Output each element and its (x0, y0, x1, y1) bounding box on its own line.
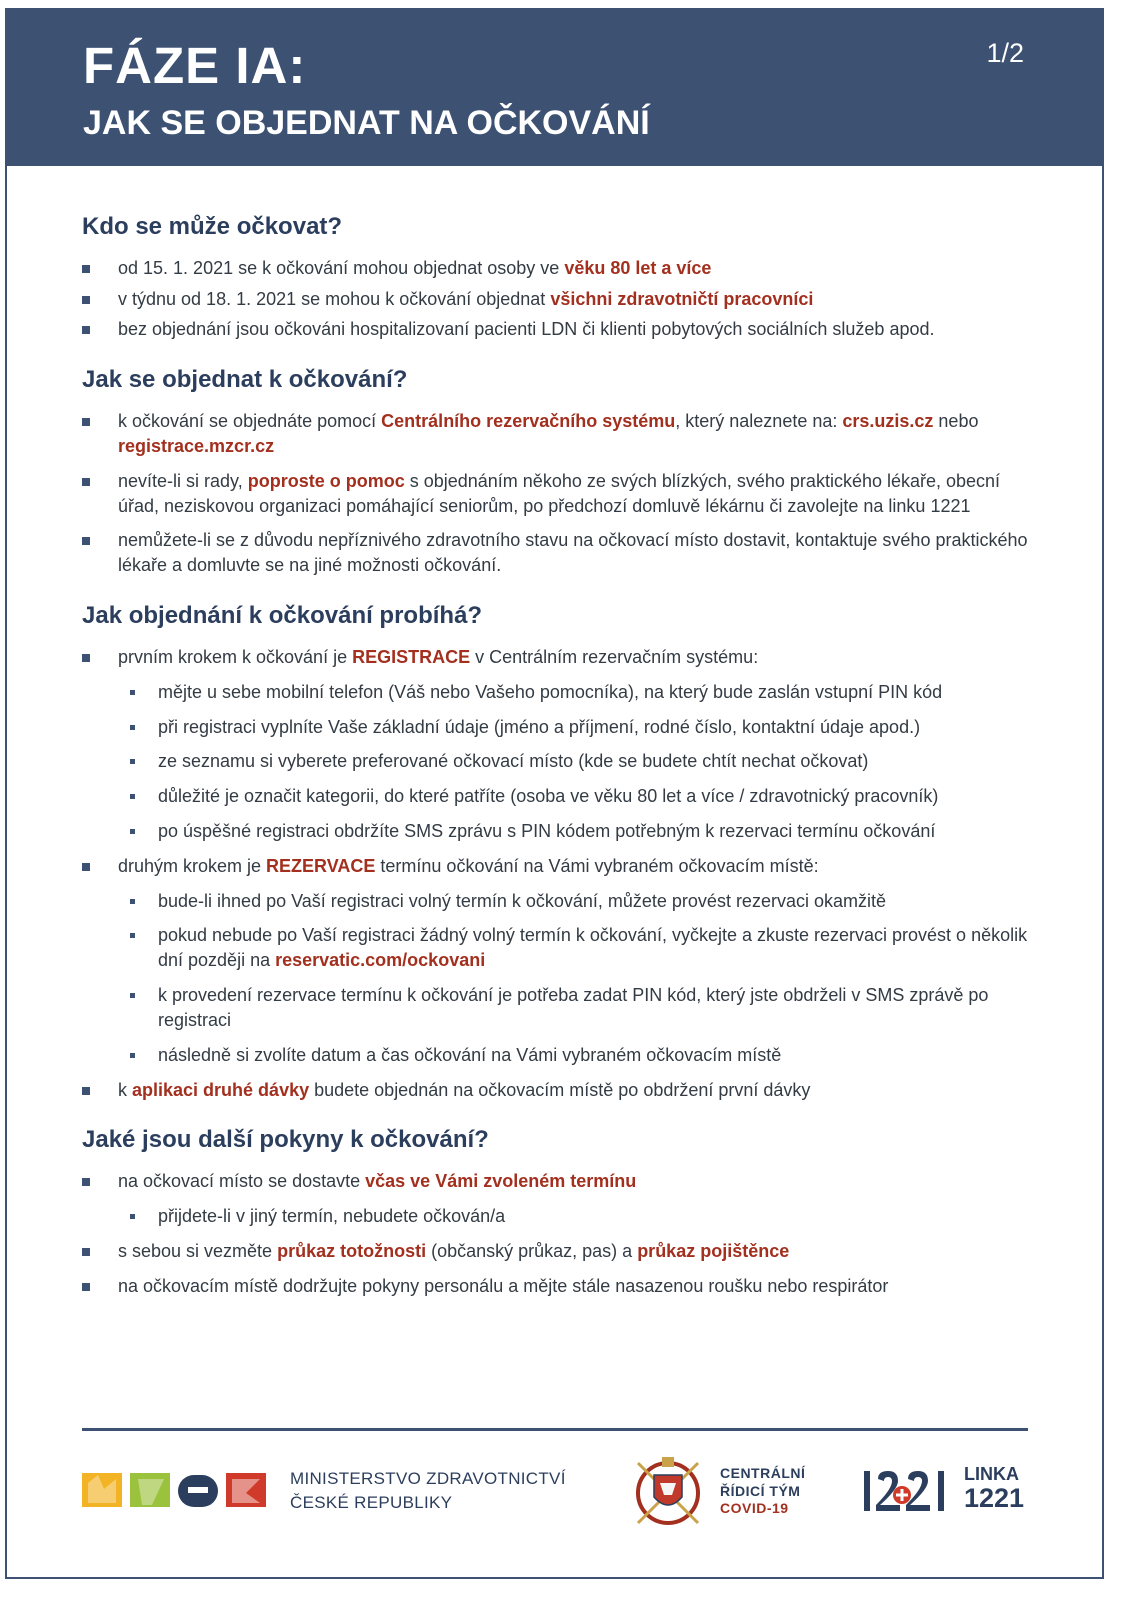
booking-list (82, 409, 1042, 578)
sub-list-item: následně si zvolíte datum a čas očkování na Vámi vybraném očkovacím místě (118, 1043, 1042, 1068)
content (82, 213, 1042, 1323)
list-item: prvním krokem k očkování je REGISTRACE v Centrálním rezervačním systému: mějte u sebe mobilní telefon (Váš nebo Vašeho pomocníka), na který bude zaslán vstupní PIN kód při registraci vyplníte Vaše základní údaje (jméno a příjmení, rodné číslo, kontaktní údaje apod.) ze seznamu si vyberete preferované očkovací místo (kde se budete chtít nechat očkovat) důležité je označit kategorii, do které patříte (osoba ve věku 80 let a více / zdravotnický pracovník) po úspěšné registraci obdržíte SMS zprávu s PIN kódem potřebným k rezervaci termínu očkování (82, 645, 1042, 844)
list-item: druhým krokem je REZERVACE termínu očkování na Vámi vybraném očkovacím místě: bude-li ihned po Vaší registraci volný termín k očkování, můžete provést rezervaci okamžitě pokud nebude po Vaší registraci žádný volný termín k očkování, vyčkejte a zkuste rezervaci provést o několik dní později na reservatic.com/ockovani k provedení rezervace termínu k očkování je potřeba zadat PIN kód, který jste obdrželi v SMS zprávě po registraci následně si zvolíte datum a čas očkování na Vámi vybraném očkovacím místě (82, 854, 1042, 1068)
process-list (82, 645, 1042, 1103)
sub-list-item: důležité je označit kategorii, do které patříte (osoba ve věku 80 let a více / zdravotnický pracovník) (118, 784, 1042, 809)
leaflet-page (5, 8, 1104, 1579)
sub-list-item: k provedení rezervace termínu k očkování je potřeba zadat PIN kód, který jste obdrželi v SMS zprávě po registraci (118, 983, 1042, 1033)
linka-label: LINKA 1221 (964, 1464, 1025, 1513)
sub-list-item: po úspěšné registraci obdržíte SMS zprávu s PIN kódem potřebným k rezervaci termínu očkování (118, 819, 1042, 844)
section-heading-how-to-book: Jak se objednat k očkování? (82, 366, 408, 394)
sub-list-item: bude-li ihned po Vaší registraci volný termín k očkování, můžete provést rezervaci okamžitě (118, 889, 1042, 914)
section-heading-who: Kdo se může očkovat? (82, 213, 343, 240)
registration-sublist (118, 680, 1042, 844)
page-subtitle: JAK SE OBJEDNAT NA OČKOVÁNÍ (83, 104, 650, 142)
sub-list-item: přijdete-li v jiný termín, nebudete očkován/a (118, 1204, 1042, 1229)
crs-link: crs.uzis.cz (842, 411, 934, 432)
coat-of-arms-icon (630, 1453, 706, 1529)
section-heading-instructions: Jaké jsou další pokyny k očkování? (82, 1126, 489, 1154)
arrival-sublist (118, 1204, 1042, 1229)
sub-list-item: ze seznamu si vyberete preferované očkovací místo (kde se budete chtít nechat očkovat) (118, 749, 1042, 774)
page-title: FÁZE IA: (83, 37, 307, 94)
sub-list-item: mějte u sebe mobilní telefon (Váš nebo Vašeho pomocníka), na který bude zaslán vstupní PIN kód (118, 680, 1042, 705)
list-item: na očkovacím místě dodržujte pokyny personálu a mějte stále nasazenou roušku nebo respirátor (82, 1274, 1042, 1299)
footer-divider (82, 1428, 1028, 1431)
list-item: nemůžete-li se z důvodu nepříznivého zdravotního stavu na očkovací místo dostavit, kontaktuje svého praktického lékaře a domluvte se na jiné možnosti očkování. (82, 528, 1042, 578)
linka-1221-logo-icon (864, 1467, 956, 1515)
list-item: k očkování se objednáte pomocí Centrálního rezervačního systému, který naleznete na: crs.uzis.cz nebo registrace.mzcr.cz (82, 409, 1042, 459)
instructions-list (82, 1169, 1042, 1298)
ministry-logo-icon (82, 1465, 270, 1509)
section-heading-process: Jak objednání k očkování probíhá? (82, 602, 483, 630)
footer (82, 1453, 1032, 1543)
list-item: od 15. 1. 2021 se k očkování mohou objednat osoby ve věku 80 let a více (82, 256, 1042, 281)
header-banner (7, 8, 1102, 166)
sub-list-item: pokud nebude po Vaší registraci žádný volný termín k očkování, vyčkejte a zkuste rezervaci provést o několik dní později na reservatic.com/ockovani (118, 923, 1042, 973)
sub-list-item: při registraci vyplníte Vaše základní údaje (jméno a příjmení, rodné číslo, kontaktní údaje apod.) (118, 715, 1042, 740)
list-item: k aplikaci druhé dávky budete objednán na očkovacím místě po obdržení první dávky (82, 1078, 1042, 1103)
list-item: s sebou si vezměte průkaz totožnosti (občanský průkaz, pas) a průkaz pojištěnce (82, 1239, 1042, 1264)
list-item: nevíte-li si rady, poproste o pomoc s objednáním někoho ze svých blízkých, svého praktického lékaře, obecní úřad, neziskovou organizaci pomáhající seniorům, po předchozí domluvě lékárnu či zavolejte na linku 1221 (82, 469, 1042, 519)
page-number: 1/2 (986, 38, 1024, 68)
reservation-sublist (118, 889, 1042, 1068)
list-item: v týdnu od 18. 1. 2021 se mohou k očkování objednat všichni zdravotničtí pracovníci (82, 287, 1042, 312)
list-item: na očkovací místo se dostavte včas ve Vámi zvoleném termínu přijdete-li v jiný termín, nebudete očkován/a (82, 1169, 1042, 1229)
list-item: bez objednání jsou očkováni hospitalizovaní pacienti LDN či klienti pobytových sociálních služeb apod. (82, 317, 1042, 342)
who-list (82, 256, 1042, 342)
registrace-link: registrace.mzcr.cz (118, 435, 275, 456)
crt-label: CENTRÁLNÍ ŘÍDICÍ TÝM COVID-19 (720, 1465, 806, 1516)
ministry-name: MINISTERSTVO ZDRAVOTNICTVÍ ČESKÉ REPUBLIKY (290, 1469, 566, 1512)
reservatic-link: reservatic.com/ockovani (275, 950, 486, 971)
